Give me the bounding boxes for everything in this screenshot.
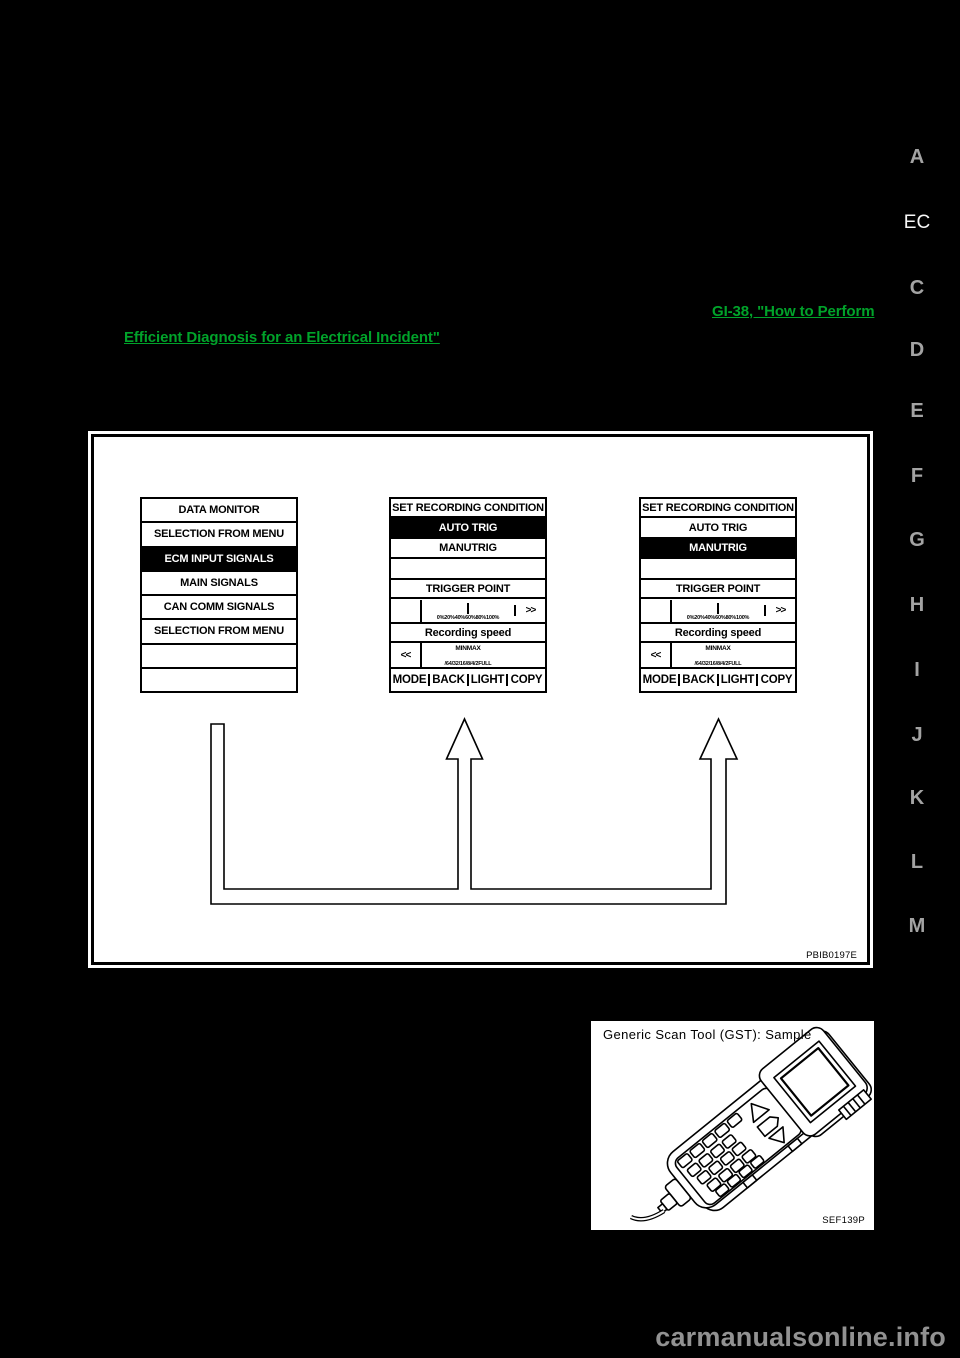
menu-row: SELECTION FROM MENU [142,618,296,642]
sidebar-item-k: K [909,787,925,809]
light-button: LIGHT [717,674,756,686]
menu-row-empty [142,667,296,691]
data-monitor-panel [140,497,298,693]
copy-button: COPY [506,674,545,686]
panel-title: SET RECORDING CONDITION [642,501,794,514]
sidebar-item-e: E [910,400,924,422]
sidebar-item-d: D [909,339,925,361]
back-button: BACK [428,674,467,686]
recording-speed-gauge: MIN MAX /64 /32 /16 /8 /4 /2 FULL [420,643,514,668]
trigger-point-gauge: 0% 20% 40% 60% 80% 100% [420,600,514,622]
consult-screens-figure [88,431,873,968]
sidebar-item-f: F [910,465,924,487]
menu-row: MAIN SIGNALS [142,570,296,594]
sidebar-item-j: J [911,724,923,746]
watermark-link[interactable]: carmanualsonline.info [655,1322,946,1352]
light-button: LIGHT [467,674,506,686]
manu-trig-option: MANUTRIG [391,537,545,557]
set-recording-panel-auto [389,497,547,693]
figure-code: PBIB0197E [806,950,857,961]
gst-figure [588,1018,877,1233]
reference-link-gi-38[interactable]: GI-38, "How to Perform [712,303,875,320]
menu-row: SELECTION FROM MENU [142,521,296,545]
trigger-point-label: TRIGGER POINT [391,578,545,597]
reference-link-efficient-diagnosis[interactable]: Efficient Diagnosis for an Electrical Incident" [124,329,440,346]
figure-code: SEF139P [822,1215,865,1226]
trigger-point-label: TRIGGER POINT [641,578,795,597]
back-button: BACK [678,674,717,686]
sidebar-item-ec: EC [903,212,931,233]
recording-speed-label: Recording speed [641,622,795,641]
sidebar-item-m: M [908,915,926,937]
gst-title: Generic Scan Tool (GST): Sample [603,1027,812,1042]
set-recording-panel-manu [639,497,797,693]
menu-row: CAN COMM SIGNALS [142,594,296,618]
fast-forward-icon: >> [514,605,545,616]
empty-row [391,557,545,578]
auto-trig-option-selected: AUTO TRIG [391,516,545,537]
gst-illustration [591,1021,874,1230]
data-monitor-title: DATA MONITOR [178,504,260,517]
sidebar-item-i: I [914,659,920,681]
sidebar-item-h: H [909,594,925,616]
empty-row [641,557,795,578]
auto-trig-option: AUTO TRIG [641,516,795,537]
panel-title: SET RECORDING CONDITION [392,501,544,514]
mode-button: MODE [392,674,427,686]
menu-row-selected: ECM INPUT SIGNALS [142,546,296,570]
menu-row-empty [142,643,296,667]
sidebar-item-l: L [910,851,924,873]
sidebar-item-a: A [909,146,925,168]
rewind-icon: << [400,649,411,661]
sidebar-item-g: G [909,529,925,551]
recording-speed-gauge: MIN MAX /64 /32 /16 /8 /4 /2 FULL [670,643,764,668]
rewind-icon: << [650,649,661,661]
trigger-point-gauge: 0% 20% 40% 60% 80% 100% [670,600,764,622]
manu-trig-option-selected: MANUTRIG [641,537,795,557]
copy-button: COPY [756,674,795,686]
fast-forward-icon: >> [764,605,795,616]
sidebar-item-c: C [909,277,925,299]
mode-button: MODE [642,674,677,686]
recording-speed-label: Recording speed [391,622,545,641]
